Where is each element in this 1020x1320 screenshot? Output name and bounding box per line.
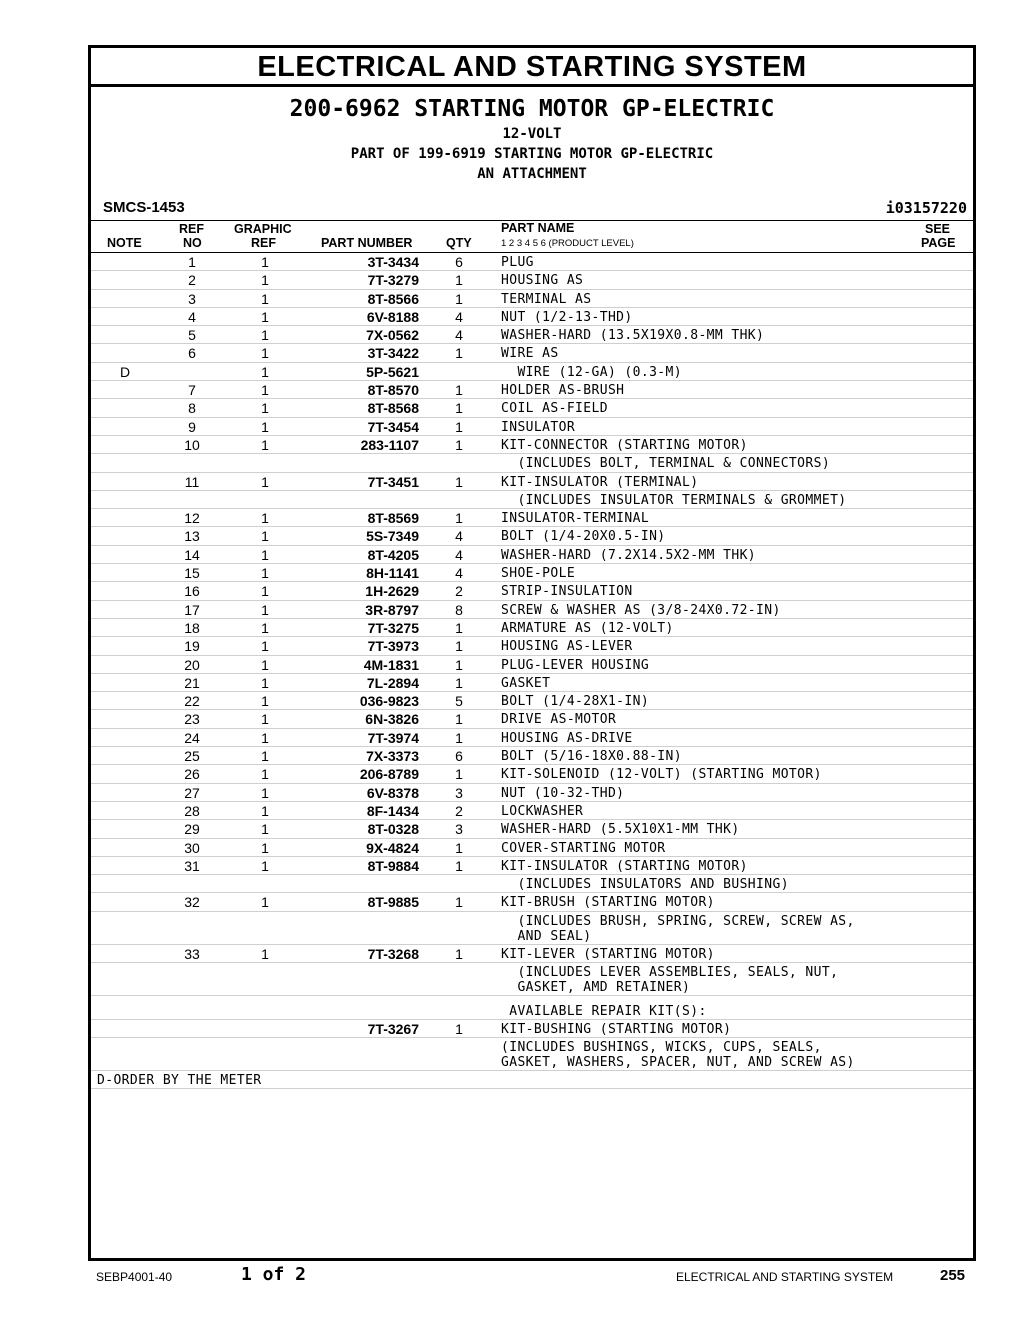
col-ref-top: REF (179, 222, 204, 236)
table-row (91, 692, 973, 710)
ref-no-cell: 32 (184, 894, 200, 911)
ref-no-cell: 27 (184, 784, 200, 801)
graphic-ref-cell: 1 (261, 802, 269, 819)
qty-cell: 1 (455, 638, 463, 655)
qty-cell: 1 (455, 1020, 463, 1037)
ref-no-cell: 28 (184, 802, 200, 819)
part-name-cell: TERMINAL AS (501, 291, 592, 307)
part-name-cell: LOCKWASHER (501, 803, 584, 819)
qty-cell: 1 (455, 711, 463, 728)
qty-cell: 2 (455, 802, 463, 819)
graphic-ref-cell: 1 (261, 363, 269, 380)
ref-no-cell: 22 (184, 693, 200, 710)
qty-cell: 1 (455, 894, 463, 911)
part-name-cell: STRIP-INSULATION (501, 584, 633, 600)
page-title: 200-6962 STARTING MOTOR GP-ELECTRIC (289, 96, 775, 122)
qty-cell: 1 (455, 839, 463, 856)
table-row (91, 729, 973, 747)
parts-table (91, 253, 973, 1089)
graphic-ref-cell: 1 (261, 345, 269, 362)
part-name-cell: PLUG (501, 255, 534, 270)
col-graphic-top: GRAPHIC (234, 222, 292, 236)
part-name-cell: SCREW & WASHER AS (3/8-24X0.72-IN) (501, 602, 781, 618)
table-row (91, 491, 973, 509)
part-number-cell: 6N-3826 (365, 711, 419, 728)
part-name-cell: BOLT (1/4-28X1-IN) (501, 694, 650, 710)
subtitle-line: AN ATTACHMENT (477, 166, 587, 182)
qty-cell: 1 (455, 382, 463, 399)
table-row (91, 546, 973, 564)
section-title: ELECTRICAL AND STARTING SYSTEM (91, 48, 973, 87)
qty-cell: 4 (455, 528, 463, 545)
ref-no-cell: 21 (184, 674, 200, 691)
table-row (91, 290, 973, 308)
graphic-ref-cell: 1 (261, 693, 269, 710)
qty-cell: 2 (455, 583, 463, 600)
qty-cell: 4 (455, 327, 463, 344)
ref-no-cell: 2 (188, 272, 196, 289)
subtitle-line: PART OF 199-6919 STARTING MOTOR GP-ELECTRIC (350, 146, 714, 162)
ref-no-cell: 30 (184, 839, 200, 856)
table-row (91, 582, 973, 600)
part-name-cell: (INCLUDES BUSHINGS, WICKS, CUPS, SEALS, GASKET, WASHERS, SPACER, NUT, AND SCREW AS) (501, 1040, 855, 1071)
graphic-ref-cell: 1 (261, 821, 269, 838)
ref-no-cell: 4 (188, 308, 196, 325)
qty-cell: 1 (455, 729, 463, 746)
table-row (91, 253, 973, 271)
part-name-cell: WASHER-HARD (13.5X19X0.8-MM THK) (501, 328, 765, 344)
page-frame (88, 45, 976, 1261)
footer-doc-number: SEBP4001-40 (96, 1270, 173, 1284)
part-number-cell: 5P-5621 (366, 363, 419, 380)
header-block (91, 94, 973, 221)
ref-no-cell: 14 (184, 546, 200, 563)
qty-cell: 1 (455, 656, 463, 673)
part-number-cell: 8F-1434 (366, 802, 419, 819)
part-name-cell: KIT-INSULATOR (STARTING MOTOR) (501, 858, 748, 874)
qty-cell: 6 (455, 748, 463, 765)
part-name-cell: (INCLUDES INSULATORS AND BUSHING) (501, 877, 789, 893)
part-number-cell: 8T-0328 (367, 821, 419, 838)
ref-no-cell: 17 (184, 601, 200, 618)
part-name-cell: BOLT (1/4-20X0.5-IN) (501, 529, 666, 545)
graphic-ref-cell: 1 (261, 638, 269, 655)
qty-cell: 1 (455, 345, 463, 362)
part-name-cell: (INCLUDES BOLT, TERMINAL & CONNECTORS) (501, 456, 831, 472)
table-row (91, 963, 973, 996)
graphic-ref-cell: 1 (261, 290, 269, 307)
graphic-ref-cell: 1 (261, 510, 269, 527)
col-part-number: PART NUMBER (321, 236, 413, 250)
table-row (91, 820, 973, 838)
graphic-ref-cell: 1 (261, 894, 269, 911)
ref-no-cell: 3 (188, 290, 196, 307)
part-number-cell: 7T-3974 (367, 729, 419, 746)
table-row (91, 674, 973, 692)
graphic-ref-cell: 1 (261, 254, 269, 270)
ref-no-cell: 20 (184, 656, 200, 673)
table-row (91, 564, 973, 582)
graphic-ref-cell: 1 (261, 711, 269, 728)
ref-no-cell: 8 (188, 400, 196, 417)
graphic-ref-cell: 1 (261, 729, 269, 746)
ref-no-cell: 31 (184, 857, 200, 874)
part-number-cell: 8T-8569 (367, 510, 419, 527)
qty-cell: 1 (455, 857, 463, 874)
part-number-cell: 7T-3973 (367, 638, 419, 655)
table-row (91, 912, 973, 945)
table-row (91, 527, 973, 545)
part-name-cell: HOUSING AS-DRIVE (501, 730, 633, 746)
ref-no-cell: 12 (184, 510, 200, 527)
graphic-ref-cell: 1 (261, 436, 269, 453)
qty-cell: 8 (455, 601, 463, 618)
part-name-cell: WIRE (12-GA) (0.3-M) (501, 364, 682, 380)
part-number-cell: 283-1107 (360, 436, 419, 453)
ref-no-cell: 23 (184, 711, 200, 728)
table-row (91, 436, 973, 454)
qty-cell: 4 (455, 546, 463, 563)
ref-no-cell: 6 (188, 345, 196, 362)
part-name-cell: PLUG-LEVER HOUSING (501, 657, 650, 673)
note-cell: D (119, 363, 131, 380)
part-number-cell: 7T-3451 (367, 473, 419, 490)
ref-no-cell: 7 (188, 382, 196, 399)
part-name-cell: HOUSING AS-LEVER (501, 639, 633, 655)
qty-cell: 1 (455, 418, 463, 435)
part-name-cell: NUT (10-32-THD) (501, 785, 625, 801)
graphic-ref-cell: 1 (261, 619, 269, 636)
table-row (91, 857, 973, 875)
table-row (91, 509, 973, 527)
table-row (91, 893, 973, 911)
part-name-cell: AVAILABLE REPAIR KIT(S): (501, 1003, 707, 1019)
part-number-cell: 7X-3373 (366, 748, 419, 765)
qty-cell: 1 (455, 272, 463, 289)
part-name-cell: NUT (1/2-13-THD) (501, 309, 633, 325)
footnote-rule (91, 1088, 973, 1089)
ref-no-cell: 9 (188, 418, 196, 435)
part-number-cell: 036-9823 (359, 693, 419, 710)
col-see-bottom: PAGE (921, 236, 956, 250)
graphic-ref-cell: 1 (261, 308, 269, 325)
col-qty: QTY (446, 236, 472, 250)
graphic-ref-cell: 1 (261, 473, 269, 490)
table-row (91, 418, 973, 436)
part-name-cell: ARMATURE AS (12-VOLT) (501, 620, 674, 636)
smcs-code: SMCS-1453 (103, 199, 185, 216)
part-number-cell: 6V-8188 (366, 308, 419, 325)
part-name-cell: INSULATOR-TERMINAL (501, 511, 650, 527)
table-row (91, 945, 973, 963)
part-name-cell: INSULATOR (501, 419, 576, 435)
ref-no-cell: 29 (184, 821, 200, 838)
qty-cell: 6 (455, 254, 463, 270)
table-row (91, 271, 973, 289)
table-row (91, 839, 973, 857)
col-graphic-bottom: REF (251, 236, 276, 250)
table-row (91, 637, 973, 655)
part-name-cell: GASKET (501, 675, 551, 691)
graphic-ref-cell: 1 (261, 528, 269, 545)
part-number-cell: 7T-3279 (367, 272, 419, 289)
table-row (91, 802, 973, 820)
ref-no-cell: 15 (184, 565, 200, 582)
col-see-top: SEE (925, 222, 951, 236)
ref-no-cell: 26 (184, 766, 200, 783)
table-row (91, 381, 973, 399)
part-number-cell: 3T-3422 (367, 345, 419, 362)
table-row (91, 399, 973, 417)
part-number-cell: 8T-4205 (367, 546, 419, 563)
ref-no-cell: 18 (184, 619, 200, 636)
table-row (91, 454, 973, 472)
part-name-cell: (INCLUDES LEVER ASSEMBLIES, SEALS, NUT, GASKET, AMD RETAINER) (517, 964, 839, 995)
qty-cell: 1 (455, 619, 463, 636)
table-row (91, 996, 973, 1020)
part-number-cell: 7T-3454 (367, 418, 419, 435)
qty-cell: 1 (455, 674, 463, 691)
column-headers (91, 221, 973, 253)
part-name-cell: BOLT (5/16-18X0.88-IN) (501, 749, 682, 765)
graphic-ref-cell: 1 (261, 327, 269, 344)
part-name-cell: COVER-STARTING MOTOR (501, 840, 666, 856)
graphic-ref-cell: 1 (261, 857, 269, 874)
graphic-ref-cell: 1 (261, 400, 269, 417)
qty-cell: 1 (455, 400, 463, 417)
part-number-cell: 7L-2894 (366, 674, 419, 691)
part-number-cell: 9X-4824 (366, 839, 419, 856)
part-number-cell: 8T-9884 (367, 857, 419, 874)
qty-cell: 1 (455, 473, 463, 490)
illustration-id: i03157220 (885, 199, 967, 217)
part-number-cell: 3T-3434 (367, 254, 419, 270)
part-number-cell: 8T-8570 (367, 382, 419, 399)
part-name-cell: SHOE-POLE (501, 566, 576, 582)
graphic-ref-cell: 1 (261, 656, 269, 673)
graphic-ref-cell: 1 (261, 674, 269, 691)
qty-cell: 4 (455, 565, 463, 582)
table-row (91, 619, 973, 637)
qty-cell: 3 (455, 821, 463, 838)
part-name-cell: KIT-SOLENOID (12-VOLT) (STARTING MOTOR) (501, 767, 822, 783)
graphic-ref-cell: 1 (261, 272, 269, 289)
qty-cell: 5 (455, 693, 463, 710)
part-name-cell: DRIVE AS-MOTOR (501, 712, 617, 728)
ref-no-cell: 10 (184, 436, 200, 453)
table-row (91, 656, 973, 674)
table-row (91, 1020, 973, 1038)
col-product-level: 1 2 3 4 5 6 (PRODUCT LEVEL) (501, 238, 634, 249)
footer-page-number: 255 (940, 1267, 966, 1284)
table-row (91, 601, 973, 619)
table-row (91, 363, 973, 381)
part-number-cell: 7X-0562 (366, 327, 419, 344)
part-name-cell: KIT-BUSHING (STARTING MOTOR) (501, 1021, 732, 1037)
footer-section: ELECTRICAL AND STARTING SYSTEM (676, 1270, 894, 1284)
ref-no-cell: 16 (184, 583, 200, 600)
qty-cell: 4 (455, 308, 463, 325)
qty-cell: 1 (455, 945, 463, 962)
table-row (91, 747, 973, 765)
qty-cell: 1 (455, 766, 463, 783)
ref-no-cell: 24 (184, 729, 200, 746)
col-note: NOTE (107, 236, 142, 250)
part-number-cell: 8T-9885 (367, 894, 419, 911)
ref-no-cell: 13 (184, 528, 200, 545)
qty-cell: 1 (455, 436, 463, 453)
part-name-cell: WIRE AS (501, 346, 559, 362)
part-name-cell: (INCLUDES INSULATOR TERMINALS & GROMMET) (501, 492, 847, 508)
part-number-cell: 5S-7349 (366, 528, 419, 545)
part-name-cell: HOUSING AS (501, 273, 584, 289)
part-name-cell: WASHER-HARD (7.2X14.5X2-MM THK) (501, 547, 757, 563)
part-number-cell: 8T-8566 (367, 290, 419, 307)
graphic-ref-cell: 1 (261, 565, 269, 582)
table-row (91, 784, 973, 802)
part-name-cell: COIL AS-FIELD (501, 401, 608, 417)
part-number-cell: 206-8789 (359, 766, 419, 783)
part-name-cell: (INCLUDES BRUSH, SPRING, SCREW, SCREW AS, AND SEAL) (517, 913, 855, 944)
table-row (91, 473, 973, 491)
ref-no-cell: 1 (188, 254, 196, 270)
table-row (91, 326, 973, 344)
table-row (91, 308, 973, 326)
part-number-cell: 7T-3267 (367, 1020, 419, 1037)
subtitle-line: 12-VOLT (502, 126, 562, 142)
graphic-ref-cell: 1 (261, 546, 269, 563)
part-name-cell: KIT-LEVER (STARTING MOTOR) (501, 946, 715, 962)
part-number-cell: 8T-8568 (367, 400, 419, 417)
col-part-name: PART NAME (501, 221, 575, 235)
part-name-cell: KIT-BRUSH (STARTING MOTOR) (501, 895, 715, 911)
graphic-ref-cell: 1 (261, 748, 269, 765)
table-row (91, 875, 973, 893)
qty-cell: 1 (455, 290, 463, 307)
table-row (91, 710, 973, 728)
table-row (91, 765, 973, 783)
col-ref-bottom: NO (183, 236, 202, 250)
part-name-cell: WASHER-HARD (5.5X10X1-MM THK) (501, 822, 740, 838)
graphic-ref-cell: 1 (261, 601, 269, 618)
graphic-ref-cell: 1 (261, 945, 269, 962)
footer-page-of: 1 of 2 (241, 1264, 307, 1285)
part-number-cell: 8H-1141 (366, 565, 419, 582)
graphic-ref-cell: 1 (261, 784, 269, 801)
part-number-cell: 1H-2629 (365, 583, 419, 600)
part-number-cell: 6V-8378 (366, 784, 419, 801)
ref-no-cell: 33 (184, 945, 200, 962)
footnote: D-ORDER BY THE METER (97, 1073, 262, 1089)
qty-cell: 3 (455, 784, 463, 801)
ref-no-cell: 11 (184, 473, 200, 490)
part-name-cell: KIT-INSULATOR (TERMINAL) (501, 474, 699, 490)
graphic-ref-cell: 1 (261, 382, 269, 399)
graphic-ref-cell: 1 (261, 839, 269, 856)
part-number-cell: 4M-1831 (363, 656, 419, 673)
ref-no-cell: 25 (184, 748, 200, 765)
graphic-ref-cell: 1 (261, 583, 269, 600)
part-number-cell: 7T-3275 (367, 619, 419, 636)
table-row (91, 344, 973, 362)
table-row (91, 1038, 973, 1071)
part-number-cell: 7T-3268 (367, 945, 419, 962)
qty-cell: 1 (455, 510, 463, 527)
graphic-ref-cell: 1 (261, 418, 269, 435)
graphic-ref-cell: 1 (261, 766, 269, 783)
part-number-cell: 3R-8797 (365, 601, 419, 618)
ref-no-cell: 19 (184, 638, 200, 655)
part-name-cell: KIT-CONNECTOR (STARTING MOTOR) (501, 437, 748, 453)
ref-no-cell: 5 (188, 327, 196, 344)
part-name-cell: HOLDER AS-BRUSH (501, 383, 625, 399)
